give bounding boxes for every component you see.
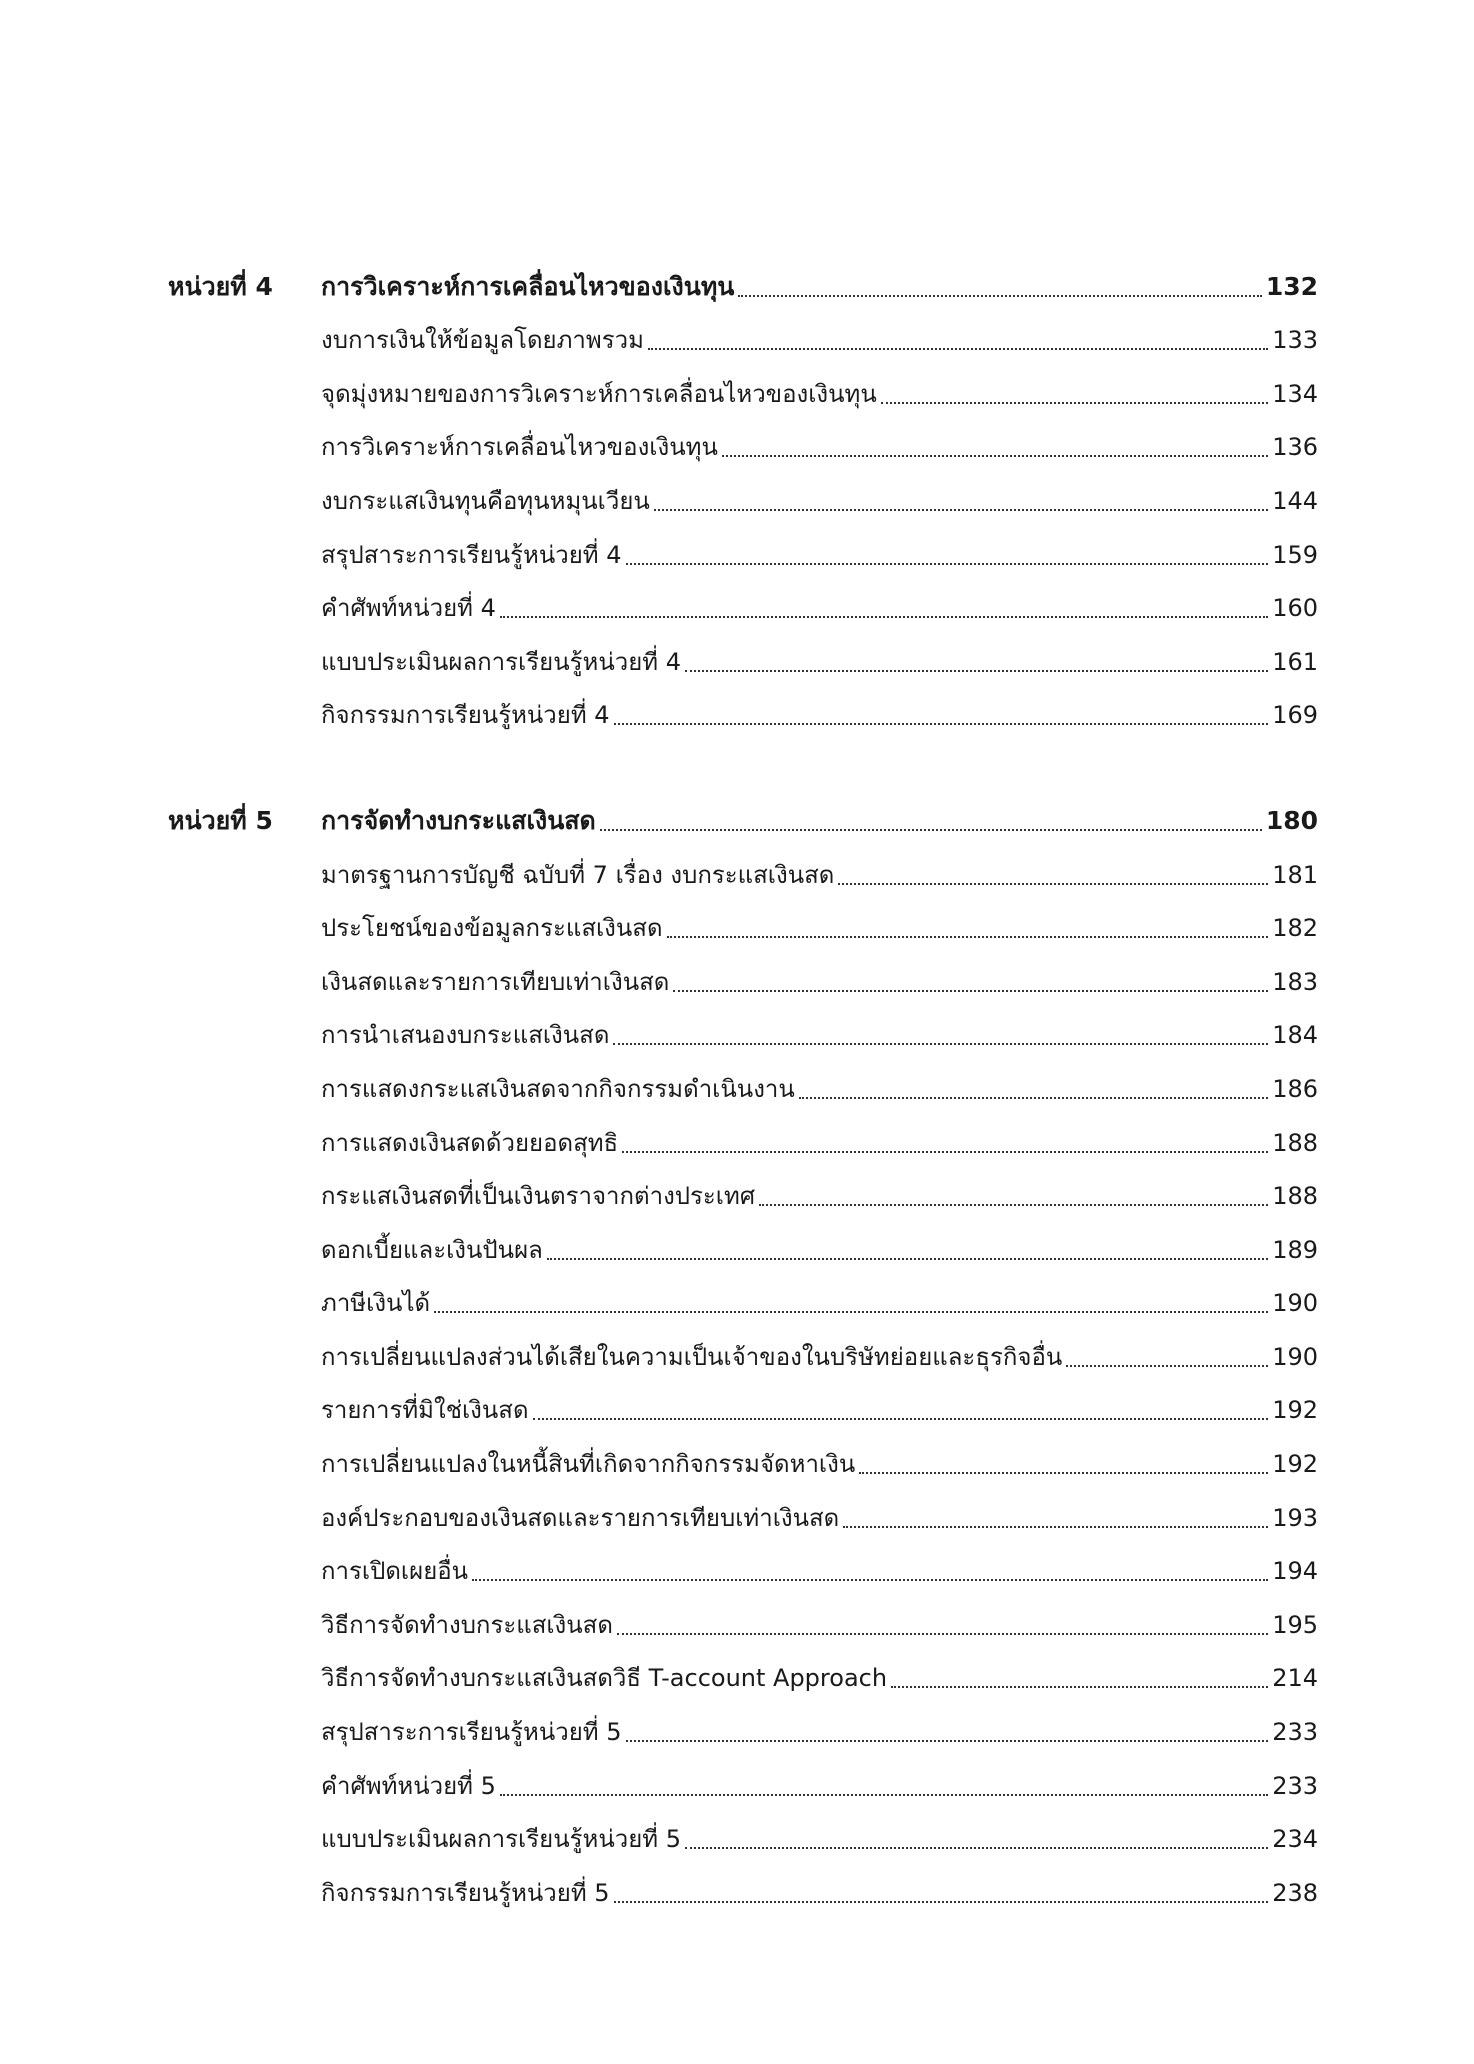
dot-leader [685, 669, 1268, 672]
entry-title: ประโยชน์ของข้อมูลกระแสเงินสด [321, 914, 663, 943]
toc-entry [168, 997, 1318, 1051]
dot-leader [626, 562, 1269, 565]
dot-leader [722, 454, 1268, 457]
entry-title: งบกระแสเงินทุนคือทุนหมุนเวียน [321, 486, 650, 515]
table-of-contents [168, 248, 1318, 1960]
toc-entry [168, 1801, 1318, 1855]
toc-entry [168, 836, 1318, 890]
entry-title: สรุปสาระการเรียนรู้หน่วยที่ 4 [321, 540, 622, 569]
toc-entry [168, 1158, 1318, 1212]
page-number: 160 [1272, 594, 1318, 623]
entry-title: ภาษีเงินได้ [321, 1289, 431, 1318]
dot-leader [738, 294, 1261, 297]
dot-leader [859, 1471, 1268, 1474]
toc-entry [168, 1479, 1318, 1533]
toc-entry [168, 355, 1318, 409]
toc-entry [168, 1104, 1318, 1158]
page-number: 194 [1272, 1557, 1318, 1586]
toc-entry [168, 1693, 1318, 1747]
toc-entry [168, 302, 1318, 356]
entry-title: องค์ประกอบของเงินสดและรายการเทียบเท่าเงินสด [321, 1503, 840, 1532]
dot-leader [434, 1310, 1268, 1313]
entry-title: การเปลี่ยนแปลงส่วนได้เสียในความเป็นเจ้าของในบริษัทย่อยและธุรกิจอื่น [321, 1342, 1063, 1371]
dot-leader [533, 1417, 1269, 1420]
entry-title: การเปิดเผยอื่น [321, 1557, 469, 1586]
toc-entry [168, 1854, 1318, 1908]
page-number: 233 [1272, 1771, 1318, 1800]
entry-title: การเปลี่ยนแปลงในหนี้สินที่เกิดจากกิจกรรมจัดหาเงิน [321, 1450, 856, 1479]
toc-entry [168, 943, 1318, 997]
toc-entry [168, 1533, 1318, 1587]
entry-title: งบการเงินให้ข้อมูลโดยภาพรวม [321, 326, 644, 355]
page-number: 136 [1272, 433, 1318, 462]
entry-title: จุดมุ่งหมายของการวิเคราะห์การเคลื่อนไหวของเงินทุน [321, 379, 877, 408]
entry-title: กิจกรรมการเรียนรู้หน่วยที่ 4 [321, 701, 610, 730]
entry-title: กิจกรรมการเรียนรู้หน่วยที่ 5 [321, 1878, 610, 1907]
toc-entry [168, 409, 1318, 463]
toc-unit [168, 782, 1318, 1907]
unit-label: หน่วยที่ 5 [168, 805, 273, 835]
toc-entry [168, 1372, 1318, 1426]
dot-leader [500, 1793, 1268, 1796]
page-number: 180 [1265, 805, 1318, 835]
dot-leader [626, 1739, 1269, 1742]
page-number: 214 [1272, 1664, 1318, 1693]
entry-title: แบบประเมินผลการเรียนรู้หน่วยที่ 5 [321, 1825, 681, 1854]
entry-title: รายการที่มิใช่เงินสด [321, 1396, 529, 1425]
page-number: 190 [1272, 1289, 1318, 1318]
entry-title: มาตรฐานการบัญชี ฉบับที่ 7 เรื่อง งบกระแสเงินสด [321, 860, 835, 889]
entry-title: การแสดงกระแสเงินสดจากกิจกรรมดำเนินงาน [321, 1074, 795, 1103]
page-number: 188 [1272, 1128, 1318, 1157]
toc-unit-heading [168, 782, 1318, 836]
entry-title: วิธีการจัดทำงบกระแสเงินสดวิธี T-account Approach [321, 1664, 888, 1693]
entry-title: กระแสเงินสดที่เป็นเงินตราจากต่างประเทศ [321, 1182, 756, 1211]
dot-leader [654, 508, 1268, 511]
page-number: 169 [1272, 701, 1318, 730]
entry-title: สรุปสาระการเรียนรู้หน่วยที่ 5 [321, 1718, 622, 1747]
toc-entry [168, 1640, 1318, 1694]
toc-entry [168, 1318, 1318, 1372]
dot-leader [673, 989, 1268, 992]
page-number: 133 [1272, 326, 1318, 355]
entry-title: ดอกเบี้ยและเงินปันผล [321, 1235, 543, 1264]
page-number: 238 [1272, 1878, 1318, 1907]
unit-label: หน่วยที่ 4 [168, 271, 273, 301]
dot-leader [500, 615, 1268, 618]
toc-entry [168, 623, 1318, 677]
toc-entry [168, 462, 1318, 516]
toc-unit-heading [168, 248, 1318, 302]
page-number: 192 [1272, 1396, 1318, 1425]
page-number: 181 [1272, 860, 1318, 889]
dot-leader [1066, 1364, 1268, 1367]
toc-unit [168, 248, 1318, 730]
toc-entry [168, 677, 1318, 731]
page-number: 233 [1272, 1718, 1318, 1747]
toc-entry [168, 890, 1318, 944]
page-number: 190 [1272, 1342, 1318, 1371]
dot-leader [843, 1525, 1268, 1528]
unit-title: การจัดทำงบกระแสเงินสด [321, 805, 596, 835]
dot-leader [881, 401, 1268, 404]
entry-title: การแสดงเงินสดด้วยยอดสุทธิ [321, 1128, 619, 1157]
toc-entry [168, 1265, 1318, 1319]
page-number: 195 [1272, 1610, 1318, 1639]
page-number: 144 [1272, 486, 1318, 515]
page-number: 132 [1265, 271, 1318, 301]
entry-title: คำศัพท์หน่วยที่ 5 [321, 1771, 496, 1800]
page-number: 161 [1272, 647, 1318, 676]
dot-leader [648, 347, 1268, 350]
dot-leader [547, 1257, 1268, 1260]
page-number: 192 [1272, 1450, 1318, 1479]
page-number: 183 [1272, 967, 1318, 996]
entry-title: การนำเสนองบกระแสเงินสด [321, 1021, 610, 1050]
toc-entry [168, 1050, 1318, 1104]
dot-leader [614, 722, 1269, 725]
page-number: 188 [1272, 1182, 1318, 1211]
dot-leader [614, 1900, 1269, 1903]
entry-title: คำศัพท์หน่วยที่ 4 [321, 594, 496, 623]
toc-entry [168, 1425, 1318, 1479]
entry-title: แบบประเมินผลการเรียนรู้หน่วยที่ 4 [321, 647, 681, 676]
dot-leader [617, 1632, 1268, 1635]
entry-title: วิธีการจัดทำงบกระแสเงินสด [321, 1610, 613, 1639]
entry-title: การวิเคราะห์การเคลื่อนไหวของเงินทุน [321, 433, 718, 462]
toc-entry [168, 1211, 1318, 1265]
unit-title: การวิเคราะห์การเคลื่อนไหวของเงินทุน [321, 271, 735, 301]
dot-leader [759, 1203, 1268, 1206]
page-number: 134 [1272, 379, 1318, 408]
toc-entry [168, 1747, 1318, 1801]
dot-leader [891, 1685, 1268, 1688]
dot-leader [600, 828, 1262, 831]
dot-leader [622, 1150, 1268, 1153]
entry-title: เงินสดและรายการเทียบเท่าเงินสด [321, 967, 670, 996]
toc-entry [168, 1586, 1318, 1640]
page-number: 182 [1272, 914, 1318, 943]
dot-leader [799, 1096, 1268, 1099]
dot-leader [667, 935, 1269, 938]
page-number: 234 [1272, 1825, 1318, 1854]
page-number: 193 [1272, 1503, 1318, 1532]
page-number: 184 [1272, 1021, 1318, 1050]
dot-leader [472, 1578, 1268, 1581]
dot-leader [685, 1846, 1268, 1849]
page-number: 189 [1272, 1235, 1318, 1264]
page-number: 186 [1272, 1074, 1318, 1103]
dot-leader [838, 882, 1268, 885]
toc-entry [168, 516, 1318, 570]
page-number: 159 [1272, 540, 1318, 569]
dot-leader [613, 1042, 1268, 1045]
toc-entry [168, 570, 1318, 624]
